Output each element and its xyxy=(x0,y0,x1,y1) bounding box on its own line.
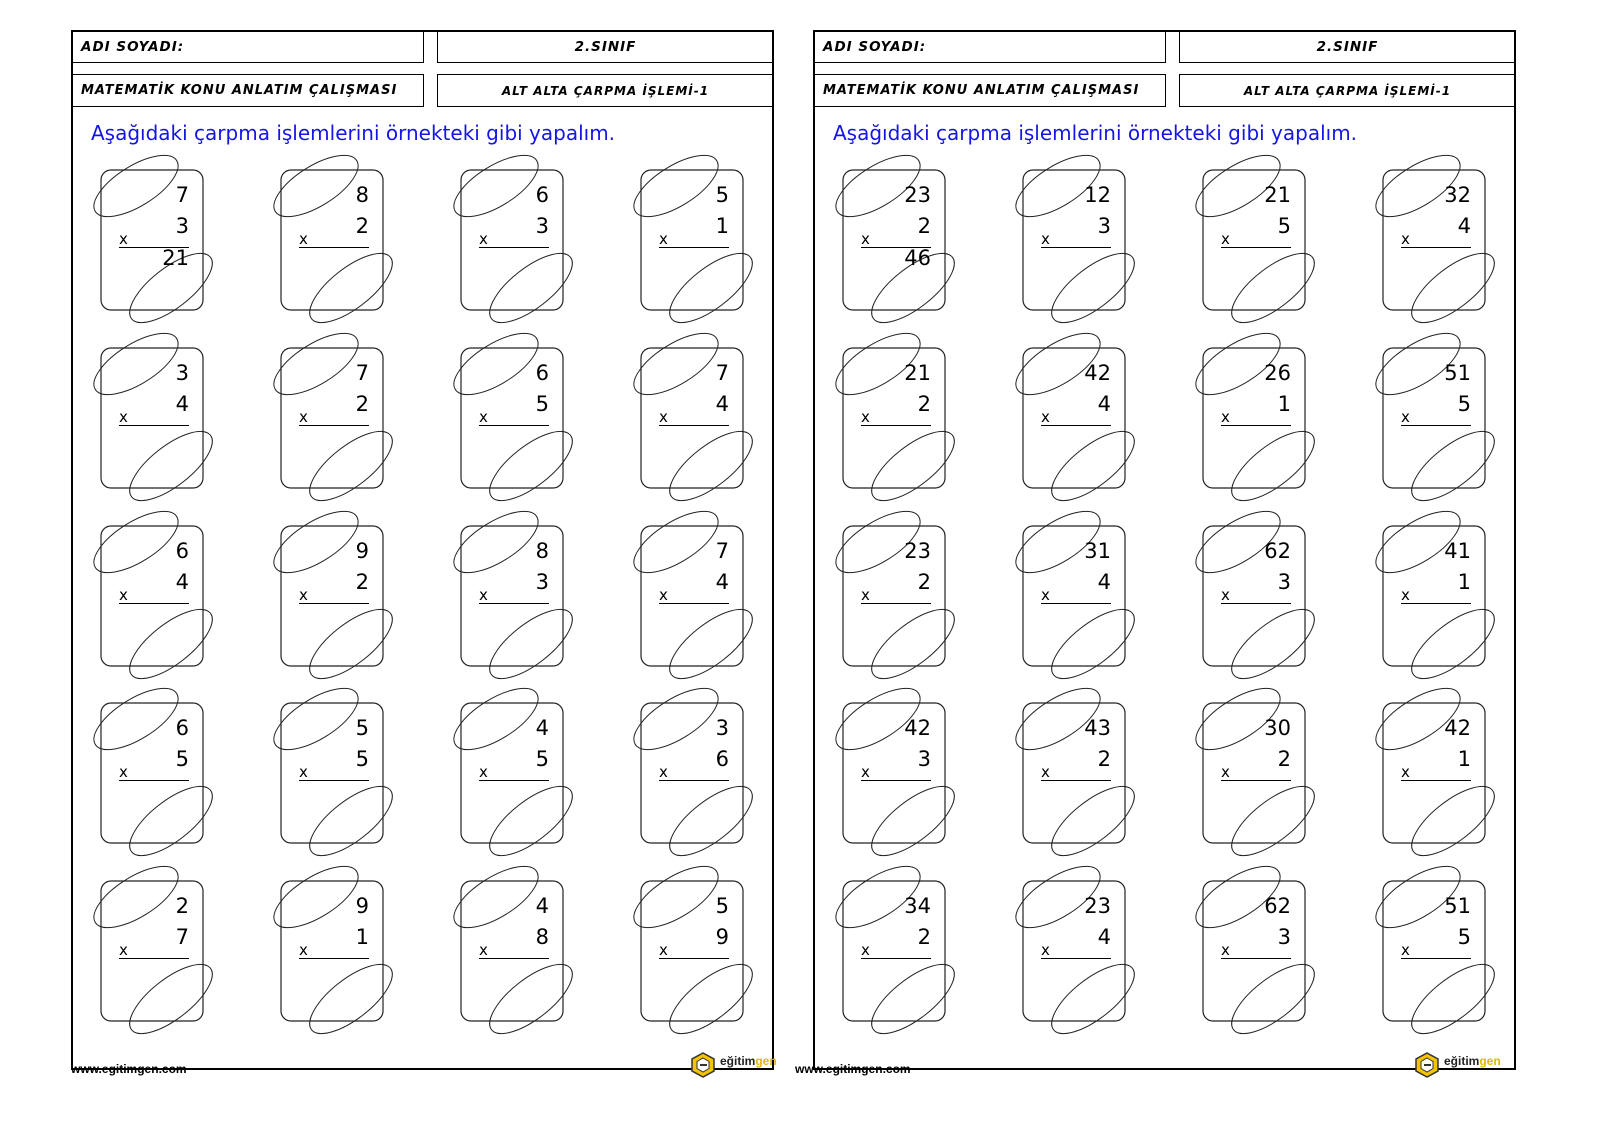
card-frame-icon xyxy=(81,871,241,1051)
answer-line xyxy=(479,425,549,426)
problem-card xyxy=(1023,881,1143,1041)
multiplicand: 9 xyxy=(355,539,369,563)
multiply-operator: x xyxy=(299,408,308,426)
topic-label: ALT ALTA ÇARPMA İŞLEMİ-1 xyxy=(437,74,774,107)
multiply-operator: x xyxy=(479,230,488,248)
multiplier: 2 xyxy=(917,570,931,594)
multiplicand: 41 xyxy=(1444,539,1471,563)
multiplicand: 62 xyxy=(1264,539,1291,563)
multiply-operator: x xyxy=(1221,941,1230,959)
multiplier: 3 xyxy=(175,214,189,238)
multiply-operator: x xyxy=(659,586,668,604)
multiply-operator: x xyxy=(119,586,128,604)
multiply-operator: x xyxy=(119,408,128,426)
multiplier: 4 xyxy=(175,392,189,416)
multiplier: 2 xyxy=(1097,747,1111,771)
multiplicand: 23 xyxy=(904,539,931,563)
multiplier: 1 xyxy=(1457,570,1471,594)
multiplicand: 62 xyxy=(1264,894,1291,918)
multiplicand: 43 xyxy=(1084,716,1111,740)
problem-card xyxy=(641,348,761,508)
problem-card xyxy=(641,170,761,330)
multiplier: 5 xyxy=(1457,392,1471,416)
answer-line xyxy=(479,603,549,604)
multiplicand: 7 xyxy=(175,183,189,207)
multiplicand: 7 xyxy=(715,361,729,385)
multiplier: 2 xyxy=(355,214,369,238)
multiplicand: 2 xyxy=(175,894,189,918)
problem-card xyxy=(1023,703,1143,863)
multiplier: 2 xyxy=(355,392,369,416)
multiplier: 1 xyxy=(1277,392,1291,416)
answer-line xyxy=(659,780,729,781)
card-frame-icon xyxy=(261,693,421,873)
problem-card xyxy=(101,170,221,330)
multiply-operator: x xyxy=(1401,941,1410,959)
problem-card xyxy=(641,703,761,863)
brand-logo xyxy=(1414,1050,1501,1080)
multiply-operator: x xyxy=(659,408,668,426)
card-frame-icon xyxy=(1003,693,1163,873)
answer-line xyxy=(861,958,931,959)
problem-card xyxy=(843,881,963,1041)
problem-card xyxy=(1023,526,1143,686)
multiplier: 3 xyxy=(535,214,549,238)
multiplier: 5 xyxy=(1277,214,1291,238)
grade-label: 2.SINIF xyxy=(437,30,774,63)
multiplicand: 21 xyxy=(1264,183,1291,207)
card-frame-icon xyxy=(823,160,983,340)
card-frame-icon xyxy=(621,871,781,1051)
instruction-text: Aşağıdaki çarpma işlemlerini örnekteki gibi yapalım. xyxy=(833,121,1358,145)
multiply-operator: x xyxy=(119,763,128,781)
card-frame-icon xyxy=(81,338,241,518)
answer-line xyxy=(479,247,549,248)
multiplier: 5 xyxy=(535,747,549,771)
card-frame-icon xyxy=(1183,871,1343,1051)
problem-card xyxy=(1383,881,1503,1041)
multiply-operator: x xyxy=(1221,586,1230,604)
multiply-operator: x xyxy=(1041,763,1050,781)
answer-line xyxy=(861,425,931,426)
answer-line xyxy=(1221,780,1291,781)
multiplier: 7 xyxy=(175,925,189,949)
multiplier: 4 xyxy=(715,570,729,594)
problem-card xyxy=(461,703,581,863)
name-field[interactable]: ADI SOYADI: xyxy=(813,30,1166,63)
multiplicand: 6 xyxy=(175,716,189,740)
problem-card xyxy=(843,703,963,863)
answer-line xyxy=(119,780,189,781)
multiplicand: 5 xyxy=(355,716,369,740)
card-frame-icon xyxy=(441,871,601,1051)
answer-line xyxy=(1041,425,1111,426)
answer-line xyxy=(1221,958,1291,959)
problem-card xyxy=(1203,881,1323,1041)
multiplicand: 42 xyxy=(1444,716,1471,740)
problem-card xyxy=(1383,170,1503,330)
answer-field[interactable]: 46 xyxy=(904,246,931,270)
problem-card xyxy=(101,881,221,1041)
multiplier: 2 xyxy=(917,925,931,949)
multiply-operator: x xyxy=(479,408,488,426)
problem-card xyxy=(281,703,401,863)
card-frame-icon xyxy=(1003,160,1163,340)
multiplier: 5 xyxy=(1457,925,1471,949)
answer-line xyxy=(861,780,931,781)
multiplier: 8 xyxy=(535,925,549,949)
multiply-operator: x xyxy=(1221,763,1230,781)
multiply-operator: x xyxy=(1401,763,1410,781)
problem-card xyxy=(101,348,221,508)
problem-card xyxy=(1023,348,1143,508)
problem-card xyxy=(1383,526,1503,686)
card-frame-icon xyxy=(823,338,983,518)
multiplier: 4 xyxy=(175,570,189,594)
problem-card xyxy=(1203,348,1323,508)
multiply-operator: x xyxy=(861,763,870,781)
answer-line xyxy=(659,958,729,959)
multiply-operator: x xyxy=(1041,230,1050,248)
answer-line xyxy=(1041,958,1111,959)
multiplicand: 8 xyxy=(355,183,369,207)
multiplier: 4 xyxy=(1097,392,1111,416)
card-frame-icon xyxy=(1003,338,1163,518)
answer-line xyxy=(1041,780,1111,781)
answer-line xyxy=(659,247,729,248)
multiplicand: 21 xyxy=(904,361,931,385)
multiplicand: 23 xyxy=(904,183,931,207)
topic-label: ALT ALTA ÇARPMA İŞLEMİ-1 xyxy=(1179,74,1516,107)
problem-card xyxy=(843,170,963,330)
problem-card xyxy=(101,526,221,686)
answer-line xyxy=(1401,958,1471,959)
hexagon-logo-icon xyxy=(690,1052,716,1078)
card-frame-icon xyxy=(823,693,983,873)
multiplicand: 12 xyxy=(1084,183,1111,207)
card-frame-icon xyxy=(441,160,601,340)
answer-line xyxy=(119,603,189,604)
answer-line xyxy=(1401,247,1471,248)
answer-line xyxy=(659,425,729,426)
card-frame-icon xyxy=(1363,160,1523,340)
multiply-operator: x xyxy=(299,230,308,248)
logo-wordmark: eğitimgen xyxy=(720,1054,777,1068)
card-frame-icon xyxy=(261,338,421,518)
logo-wordmark: eğitimgen xyxy=(1444,1054,1501,1068)
multiply-operator: x xyxy=(861,408,870,426)
multiplier: 3 xyxy=(917,747,931,771)
card-frame-icon xyxy=(1363,693,1523,873)
problem-card xyxy=(843,526,963,686)
multiply-operator: x xyxy=(299,941,308,959)
multiplier: 3 xyxy=(1097,214,1111,238)
multiplicand: 42 xyxy=(1084,361,1111,385)
multiplier: 5 xyxy=(355,747,369,771)
answer-line xyxy=(659,603,729,604)
brand-logo xyxy=(690,1050,777,1080)
card-frame-icon xyxy=(823,516,983,696)
multiplier: 3 xyxy=(1277,570,1291,594)
multiplicand: 42 xyxy=(904,716,931,740)
card-frame-icon xyxy=(441,693,601,873)
subject-label: MATEMATİK KONU ANLATIM ÇALIŞMASI xyxy=(71,74,424,107)
multiplier: 1 xyxy=(715,214,729,238)
multiplier: 2 xyxy=(355,570,369,594)
multiply-operator: x xyxy=(659,230,668,248)
multiplier: 9 xyxy=(715,925,729,949)
instruction-text: Aşağıdaki çarpma işlemlerini örnekteki gibi yapalım. xyxy=(91,121,616,145)
multiply-operator: x xyxy=(1401,230,1410,248)
multiplicand: 30 xyxy=(1264,716,1291,740)
multiply-operator: x xyxy=(1221,230,1230,248)
card-frame-icon xyxy=(621,160,781,340)
multiply-operator: x xyxy=(861,586,870,604)
problem-card xyxy=(1023,170,1143,330)
card-frame-icon xyxy=(81,516,241,696)
answer-line xyxy=(299,247,369,248)
multiplicand: 32 xyxy=(1444,183,1471,207)
name-field[interactable]: ADI SOYADI: xyxy=(71,30,424,63)
answer-line xyxy=(299,780,369,781)
multiplicand: 51 xyxy=(1444,894,1471,918)
problem-card xyxy=(1383,703,1503,863)
multiply-operator: x xyxy=(119,230,128,248)
problem-card xyxy=(461,526,581,686)
problem-card xyxy=(843,348,963,508)
multiplicand: 6 xyxy=(535,183,549,207)
multiplicand: 3 xyxy=(715,716,729,740)
multiplier: 4 xyxy=(715,392,729,416)
card-frame-icon xyxy=(1183,338,1343,518)
problem-card xyxy=(281,881,401,1041)
answer-line xyxy=(1401,780,1471,781)
card-frame-icon xyxy=(1363,516,1523,696)
card-frame-icon xyxy=(1183,160,1343,340)
footer-url[interactable]: www.egitimgen.com xyxy=(795,1062,911,1076)
answer-line xyxy=(299,603,369,604)
multiplier: 2 xyxy=(917,214,931,238)
card-frame-icon xyxy=(1183,516,1343,696)
card-frame-icon xyxy=(441,516,601,696)
multiplicand: 31 xyxy=(1084,539,1111,563)
card-frame-icon xyxy=(621,693,781,873)
grade-label: 2.SINIF xyxy=(1179,30,1516,63)
multiplier: 1 xyxy=(1457,747,1471,771)
worksheet-right xyxy=(813,30,1516,1105)
multiplicand: 9 xyxy=(355,894,369,918)
answer-line xyxy=(1221,247,1291,248)
answer-line xyxy=(479,780,549,781)
answer-line xyxy=(299,958,369,959)
answer-line xyxy=(1041,247,1111,248)
multiply-operator: x xyxy=(1041,408,1050,426)
multiplicand: 6 xyxy=(535,361,549,385)
multiplier: 3 xyxy=(535,570,549,594)
card-frame-icon xyxy=(1003,871,1163,1051)
card-frame-icon xyxy=(823,871,983,1051)
multiply-operator: x xyxy=(119,941,128,959)
card-frame-icon xyxy=(81,160,241,340)
multiplicand: 4 xyxy=(535,716,549,740)
worksheet-left xyxy=(71,30,774,1105)
card-frame-icon xyxy=(1183,693,1343,873)
card-frame-icon xyxy=(1003,516,1163,696)
hexagon-logo-icon xyxy=(1414,1052,1440,1078)
card-frame-icon xyxy=(261,160,421,340)
problem-card xyxy=(281,348,401,508)
card-frame-icon xyxy=(621,516,781,696)
multiplier: 4 xyxy=(1097,570,1111,594)
multiply-operator: x xyxy=(479,941,488,959)
multiplicand: 8 xyxy=(535,539,549,563)
multiplier: 1 xyxy=(355,925,369,949)
footer-url[interactable]: www.egitimgen.com xyxy=(71,1062,187,1076)
card-frame-icon xyxy=(621,338,781,518)
multiply-operator: x xyxy=(299,763,308,781)
problem-card xyxy=(461,881,581,1041)
multiplier: 4 xyxy=(1097,925,1111,949)
answer-line xyxy=(1401,603,1471,604)
multiply-operator: x xyxy=(299,586,308,604)
multiplier: 6 xyxy=(715,747,729,771)
answer-line xyxy=(479,958,549,959)
multiplier: 4 xyxy=(1457,214,1471,238)
problem-card xyxy=(461,170,581,330)
multiply-operator: x xyxy=(1221,408,1230,426)
card-frame-icon xyxy=(261,516,421,696)
multiplicand: 34 xyxy=(904,894,931,918)
multiplicand: 4 xyxy=(535,894,549,918)
answer-line xyxy=(1221,425,1291,426)
problem-card xyxy=(641,881,761,1041)
multiply-operator: x xyxy=(1401,586,1410,604)
problem-card xyxy=(1203,703,1323,863)
multiply-operator: x xyxy=(659,763,668,781)
multiplicand: 3 xyxy=(175,361,189,385)
multiplicand: 5 xyxy=(715,894,729,918)
problem-card xyxy=(1203,526,1323,686)
answer-line xyxy=(299,425,369,426)
multiply-operator: x xyxy=(1041,586,1050,604)
multiplicand: 6 xyxy=(175,539,189,563)
answer-line xyxy=(1041,603,1111,604)
card-frame-icon xyxy=(1363,871,1523,1051)
problem-card xyxy=(101,703,221,863)
problem-card xyxy=(641,526,761,686)
card-frame-icon xyxy=(81,693,241,873)
multiply-operator: x xyxy=(479,763,488,781)
card-frame-icon xyxy=(441,338,601,518)
multiply-operator: x xyxy=(1401,408,1410,426)
answer-field[interactable]: 21 xyxy=(162,246,189,270)
multiplier: 2 xyxy=(917,392,931,416)
answer-line xyxy=(861,603,931,604)
multiply-operator: x xyxy=(659,941,668,959)
answer-line xyxy=(1221,603,1291,604)
multiply-operator: x xyxy=(861,230,870,248)
multiply-operator: x xyxy=(479,586,488,604)
multiplicand: 51 xyxy=(1444,361,1471,385)
multiply-operator: x xyxy=(1041,941,1050,959)
multiply-operator: x xyxy=(861,941,870,959)
problem-card xyxy=(281,170,401,330)
multiplicand: 7 xyxy=(715,539,729,563)
multiplier: 2 xyxy=(1277,747,1291,771)
multiplier: 5 xyxy=(175,747,189,771)
problem-card xyxy=(1383,348,1503,508)
answer-line xyxy=(1401,425,1471,426)
problem-card xyxy=(281,526,401,686)
multiplicand: 23 xyxy=(1084,894,1111,918)
multiplier: 5 xyxy=(535,392,549,416)
problem-card xyxy=(461,348,581,508)
problem-card xyxy=(1203,170,1323,330)
answer-line xyxy=(119,425,189,426)
multiplier: 3 xyxy=(1277,925,1291,949)
multiplicand: 7 xyxy=(355,361,369,385)
subject-label: MATEMATİK KONU ANLATIM ÇALIŞMASI xyxy=(813,74,1166,107)
multiplicand: 26 xyxy=(1264,361,1291,385)
card-frame-icon xyxy=(261,871,421,1051)
multiplicand: 5 xyxy=(715,183,729,207)
answer-line xyxy=(119,958,189,959)
card-frame-icon xyxy=(1363,338,1523,518)
